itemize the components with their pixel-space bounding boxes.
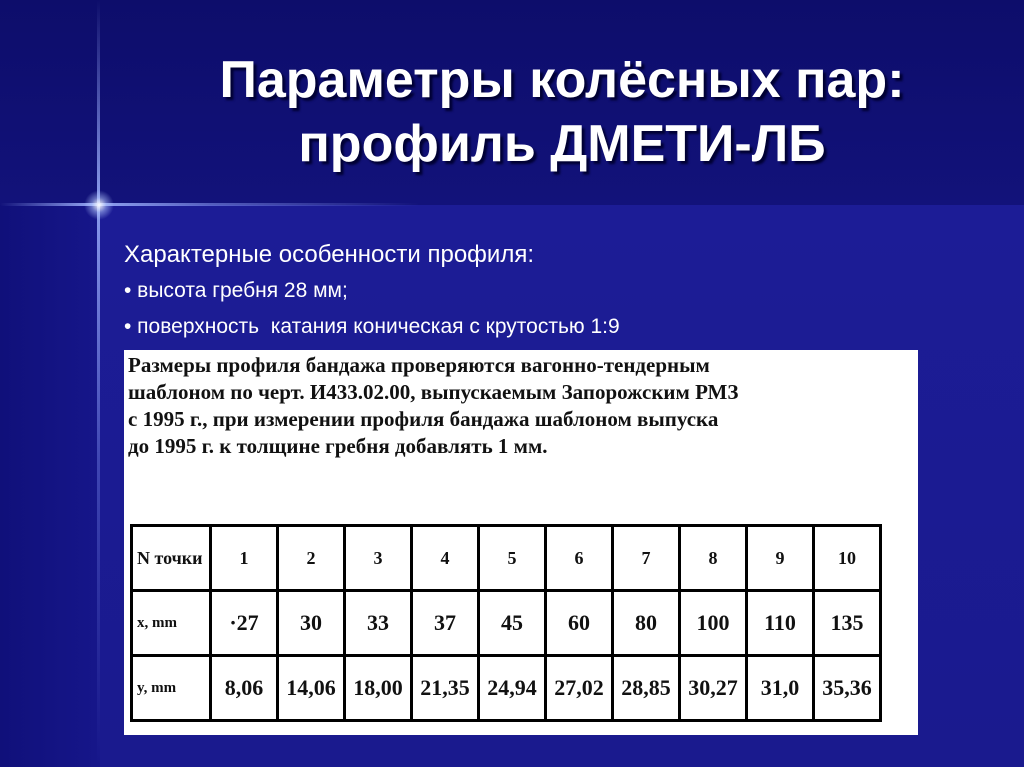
- scanned-line-4: до 1995 г. к толщине гребня добавлять 1 мм.: [128, 434, 548, 458]
- table-cell: 100: [680, 591, 747, 656]
- table-cell: 14,06: [278, 656, 345, 721]
- left-band: [0, 205, 100, 767]
- scanned-line-2: шаблоном по черт. И433.02.00, выпускаемым Запорожским РМЗ: [128, 380, 739, 404]
- table-cell: 10: [814, 526, 881, 591]
- table-cell: 45: [479, 591, 546, 656]
- table-cell: 24,94: [479, 656, 546, 721]
- table-row-y: [132, 656, 881, 721]
- profile-features: [124, 240, 620, 342]
- scanned-line-3: с 1995 г., при измерении профиля бандажа шаблоном выпуска: [128, 407, 719, 431]
- table-cell: 35,36: [814, 656, 881, 721]
- sparkle-star-icon: [84, 190, 114, 220]
- table-cell: 110: [747, 591, 814, 656]
- row-header-y: y, mm: [132, 656, 211, 721]
- profile-points-table: [130, 524, 882, 722]
- table-cell: 33: [345, 591, 412, 656]
- row-header-points: N точки: [132, 526, 211, 591]
- scanned-paragraph: [128, 352, 916, 460]
- table-cell: 28,85: [613, 656, 680, 721]
- table-cell: 5: [479, 526, 546, 591]
- features-heading: Характерные особенности профиля:: [124, 241, 534, 268]
- table-cell: 7: [613, 526, 680, 591]
- table-cell: 27,02: [546, 656, 613, 721]
- scanned-document: [124, 350, 918, 735]
- table-cell: 30: [278, 591, 345, 656]
- table-cell: 18,00: [345, 656, 412, 721]
- table-cell: ·27: [211, 591, 278, 656]
- row-header-x: x, mm: [132, 591, 211, 656]
- table-cell: 37: [412, 591, 479, 656]
- table-row-points: [132, 526, 881, 591]
- table-cell: 21,35: [412, 656, 479, 721]
- table-cell: 1: [211, 526, 278, 591]
- slide-title-line-1: Параметры колёсных пар:: [219, 51, 905, 109]
- table-cell: 4: [412, 526, 479, 591]
- feature-bullet-tread-surface: • поверхность катания коническая с крутостью 1:9: [124, 315, 620, 338]
- table-cell: 31,0: [747, 656, 814, 721]
- table-cell: 2: [278, 526, 345, 591]
- table-cell: 60: [546, 591, 613, 656]
- scanned-line-1: Размеры профиля бандажа проверяются вагонно-тендерным: [128, 353, 710, 377]
- table-cell: 6: [546, 526, 613, 591]
- table-cell: 8,06: [211, 656, 278, 721]
- table-cell: 3: [345, 526, 412, 591]
- table-cell: 9: [747, 526, 814, 591]
- feature-bullet-flange-height: • высота гребня 28 мм;: [124, 279, 348, 302]
- slide-title: [100, 48, 1024, 176]
- table-row-x: [132, 591, 881, 656]
- sparkle-horizontal-line: [0, 203, 420, 206]
- slide-title-line-2: профиль ДМЕТИ-ЛБ: [298, 115, 826, 173]
- table-cell: 30,27: [680, 656, 747, 721]
- table-cell: 80: [613, 591, 680, 656]
- table-cell: 135: [814, 591, 881, 656]
- table-cell: 8: [680, 526, 747, 591]
